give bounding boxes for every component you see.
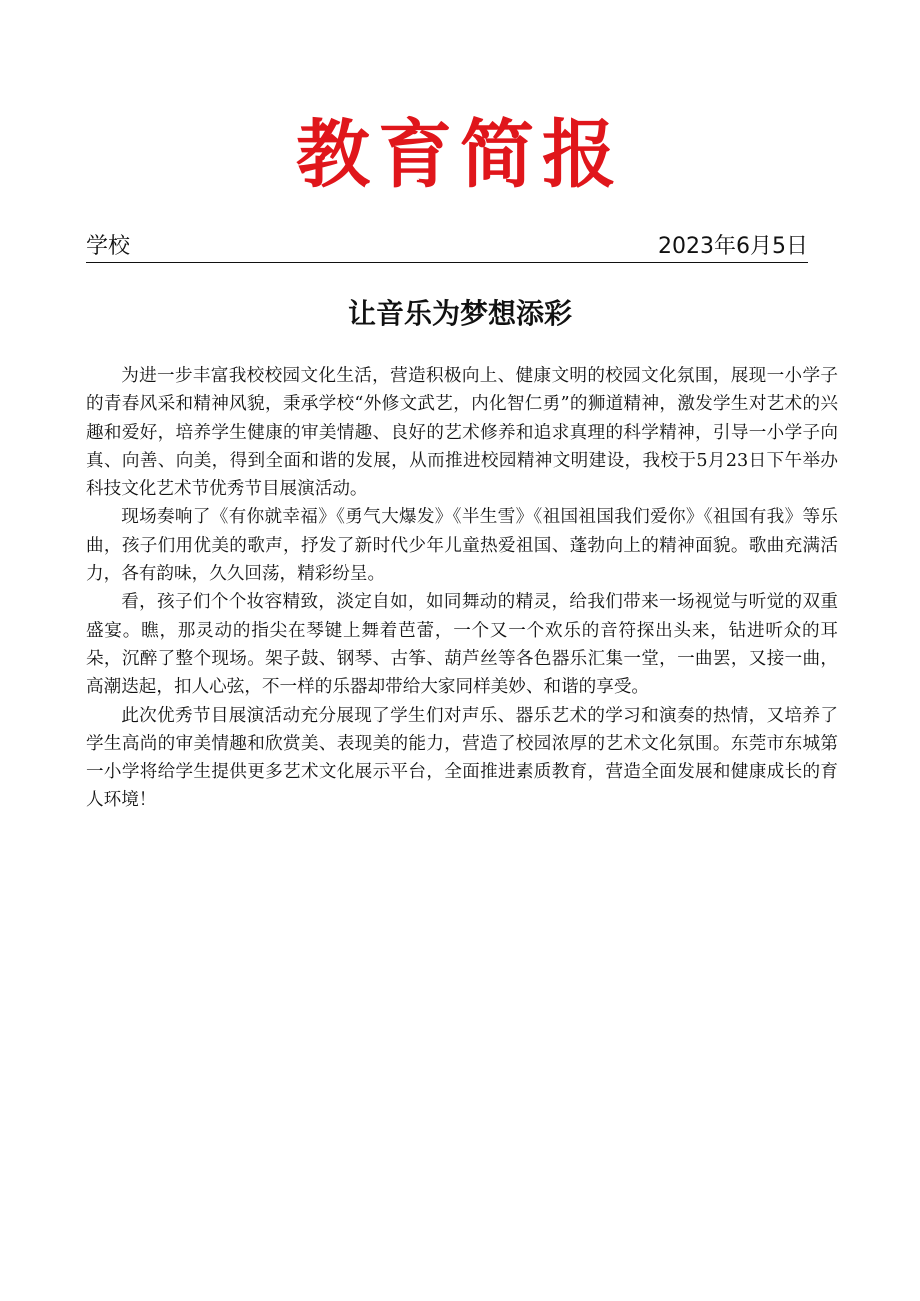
article-body — [86, 362, 838, 815]
school-date-line — [86, 232, 808, 263]
masthead-title: 教育简报 — [296, 112, 624, 198]
article-headline: 让音乐为梦想添彩 — [347, 297, 572, 330]
issue-date: 2023年6月5日 — [658, 234, 808, 259]
article-paragraph: 此次优秀节目展演活动充分展现了学生们对声乐、器乐艺术的学习和演奏的热情，又培养了学生高尚的审美情趣和欣赏美、表现美的能力，营造了校园浓厚的艺术文化氛围。东莞市东城第一小学将给学生提供更多艺术文化展示平台，全面推进素质教育，营造全面发展和健康成长的育人环境！ — [86, 705, 838, 811]
article-paragraph: 看，孩子们个个妆容精致，淡定自如，如同舞动的精灵，给我们带来一场视觉与听觉的双重盛宴。瞧，那灵动的指尖在琴键上舞着芭蕾，一个又一个欢乐的音符探出头来，钻进听众的耳朵，沉醉了整个现场。架子鼓、钢琴、古筝、葫芦丝等各色器乐汇集一堂，一曲罢，又接一曲，高潮迭起，扣人心弦，不一样的乐器却带给大家同样美妙、和谐的享受。 — [86, 592, 838, 698]
article-paragraph: 现场奏响了《有你就幸福》《勇气大爆发》《半生雪》《祖国祖国我们爱你》《祖国有我》等乐曲，孩子们用优美的歌声，抒发了新时代少年儿童热爱祖国、蓬勃向上的精神面貌。歌曲充满活力，各有韵味，久久回荡，精彩纷呈。 — [86, 507, 838, 585]
school-label: 学校 — [86, 234, 131, 259]
article-paragraph: 为进一步丰富我校校园文化生活，营造积极向上、健康文明的校园文化氛围，展现一小学子的青春风采和精神风貌，秉承学校“外修文武艺，内化智仁勇”的狮道精神，激发学生对艺术的兴趣和爱好，培养学生健康的审美情趣、良好的艺术修养和追求真理的科学精神，引导一小学子向真、向善、向美，得到全面和谐的发展，从而推进校园精神文明建设，我校于5月23日下午举办科技文化艺术节优秀节目展演活动。 — [86, 366, 838, 500]
